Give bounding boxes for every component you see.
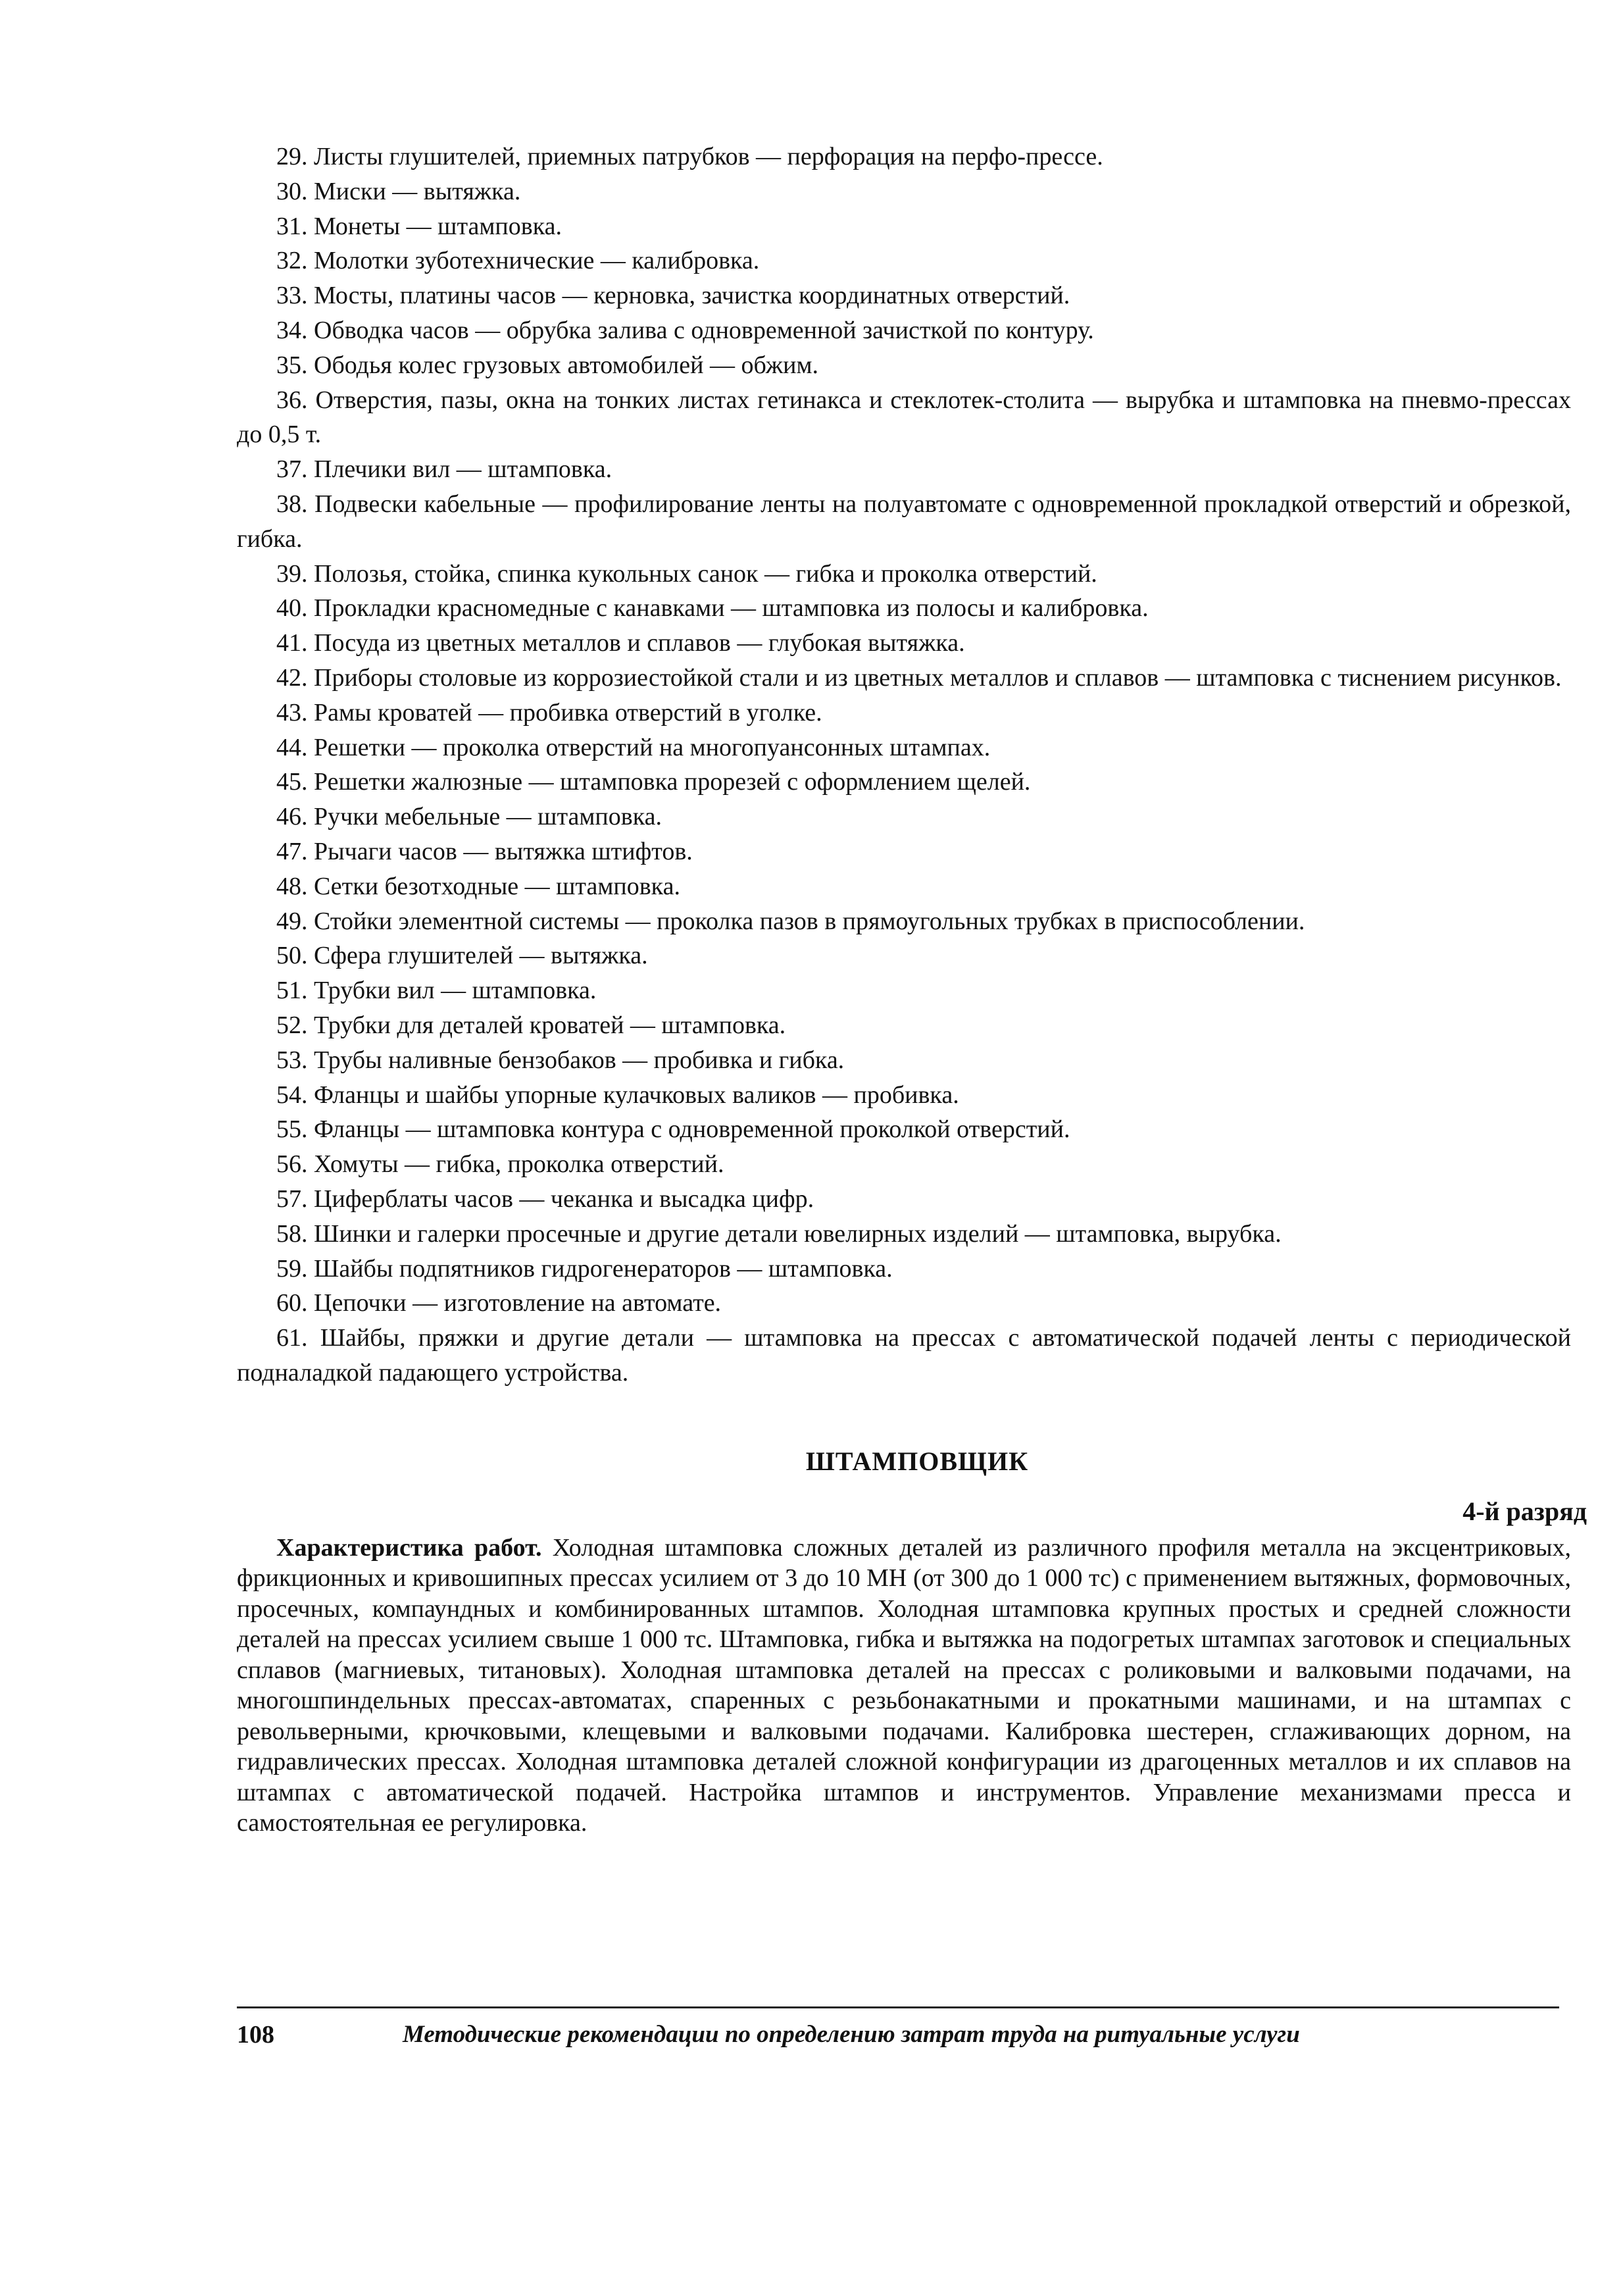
operations-list	[237, 140, 1571, 1390]
list-item-number: 41.	[276, 629, 308, 657]
list-item-number: 61.	[276, 1324, 308, 1352]
list-item-number: 38.	[276, 490, 308, 518]
list-item-text: Фланцы — штамповка контура с одновременной проколкой отверстий.	[314, 1115, 1070, 1144]
list-item-text: Ручки мебельные — штамповка.	[314, 803, 662, 831]
list-item	[237, 626, 1571, 661]
work-characteristic	[237, 1533, 1571, 1839]
list-item-text: Сфера глушителей — вытяжка.	[314, 942, 648, 970]
list-item-number: 40.	[276, 594, 308, 623]
list-item-number: 31.	[276, 212, 308, 240]
list-item-text: Мосты, платины часов — керновка, зачистка координатных отверстий.	[314, 282, 1070, 310]
list-item	[237, 209, 1571, 244]
list-item-number: 42.	[276, 663, 308, 692]
list-item-text: Шинки и галерки просечные и другие детали ювелирных изделий — штамповка, вырубка.	[314, 1219, 1282, 1248]
list-item-text: Шайбы подпятников гидрогенераторов — штамповка.	[314, 1254, 893, 1283]
list-item	[237, 1043, 1571, 1078]
list-item	[237, 243, 1571, 278]
list-item	[237, 973, 1571, 1008]
list-item-number: 30.	[276, 177, 308, 205]
list-item-text: Сетки безотходные — штамповка.	[314, 872, 680, 900]
list-item-text: Цепочки — изготовление на автомате.	[314, 1289, 722, 1317]
list-item-text: Отверстия, пазы, окна на тонких листах гетинакса и стеклотек-столита — вырубка и штамповка на пневмо-прессах до 0,5 т.	[237, 386, 1571, 449]
list-item-text: Листы глушителей, приемных патрубков — перфорация на перфо-прессе.	[314, 143, 1103, 170]
list-item	[237, 140, 1571, 174]
list-item-number: 48.	[276, 872, 308, 900]
list-item-number: 37.	[276, 455, 308, 484]
list-item	[237, 730, 1571, 765]
list-item-text: Фланцы и шайбы упорные кулачковых валиков — пробивка.	[314, 1081, 959, 1109]
grade-label: 4-й разряд	[1462, 1496, 1587, 1526]
list-item	[237, 661, 1571, 696]
list-item-number: 34.	[276, 316, 308, 344]
list-item	[237, 1147, 1571, 1182]
list-item-number: 36.	[276, 386, 308, 414]
list-item-text: Хомуты — гибка, проколка отверстий.	[314, 1150, 724, 1179]
list-item-number: 46.	[276, 803, 308, 831]
list-item	[237, 452, 1571, 487]
list-item-text: Трубки вил — штамповка.	[314, 977, 597, 1005]
list-item	[237, 1182, 1571, 1217]
list-item	[237, 1112, 1571, 1147]
list-item-text: Стойки элементной системы — проколка пазов в прямоугольных трубках в приспособлении.	[314, 907, 1305, 935]
list-item-number: 49.	[276, 907, 308, 935]
list-item-text: Рычаги часов — вытяжка штифтов.	[314, 837, 693, 865]
list-item-text: Шайбы, пряжки и другие детали — штамповка на прессах с автоматической подачей ленты с периодической подналадкой падающего устройства.	[237, 1324, 1571, 1387]
list-item-number: 35.	[276, 351, 308, 379]
list-item	[237, 834, 1571, 869]
list-item-number: 29.	[276, 143, 308, 170]
list-item	[237, 1286, 1571, 1321]
list-item-number: 53.	[276, 1046, 308, 1074]
list-item	[237, 1252, 1571, 1287]
list-item	[237, 1217, 1571, 1252]
list-item-number: 51.	[276, 977, 308, 1005]
list-item	[237, 696, 1571, 730]
list-item-text: Приборы столовые из коррозиестойкой стали и из цветных металлов и сплавов — штамповка с тиснением рисунков.	[314, 663, 1562, 692]
list-item-text: Прокладки красномедные с канавками — штамповка из полосы и калибровка.	[314, 594, 1149, 623]
list-item-number: 50.	[276, 942, 308, 970]
list-item	[237, 800, 1571, 834]
list-item-number: 57.	[276, 1185, 308, 1213]
list-item	[237, 383, 1571, 453]
characteristic-text: Холодная штамповка сложных деталей из различного профиля металла на эксцентриковых, фрикционных и кривошипных прессах усилием от 3 до 10 МН (от 300 до 1 000 тс) с применением вытяжных, формовочных, просечных, компаундных и комбинированных штампов. Холодная штамповка крупных простых и средней сложности деталей на прессах усилием свыше 1 000 тс. Штамповка, гибка и вытяжка на подогретых штампах заготовок и специальных сплавов (магниевых, титановых). Холодная штамповка деталей на прессах с роликовыми и валковыми подачами, на многошпиндельных прессах-автоматах, спаренных с резьбонакатными и прокатными машинами, и на штампах с револьверными, крючковыми, клещевыми и валковыми подачами. Калибровка шестерен, сглаживающих дорном, на гидравлических прессах. Холодная штамповка деталей сложной конфигурации из драгоценных металлов и их сплавов на штампах с автоматической подачей. Настройка штампов и инструментов. Управление механизмами пресса и самостоятельная ее регулировка.	[237, 1533, 1572, 1837]
list-item-text: Обводка часов — обрубка залива с одновременной зачисткой по контуру.	[314, 316, 1094, 344]
list-item-text: Плечики вил — штамповка.	[314, 455, 612, 484]
running-title: Методические рекомендации по определению затрат труда на ритуальные услуги	[403, 2021, 1300, 2048]
list-item-number: 45.	[276, 768, 308, 796]
page-number: 108	[237, 2021, 274, 2049]
list-item-number: 58.	[276, 1219, 308, 1248]
list-item	[237, 1321, 1571, 1390]
list-item	[237, 938, 1571, 973]
list-item	[237, 1078, 1571, 1113]
characteristic-lead: Характеристика работ.	[276, 1533, 542, 1562]
list-item-number: 55.	[276, 1115, 308, 1144]
list-item-text: Решетки — проколка отверстий на многопуансонных штампах.	[314, 733, 991, 761]
list-item	[237, 278, 1571, 313]
list-item-text: Решетки жалюзные — штамповка прорезей с оформлением щелей.	[314, 768, 1031, 796]
list-item-text: Полозья, стойка, спинка кукольных санок — гибка и проколка отверстий.	[314, 559, 1097, 588]
list-item-number: 33.	[276, 282, 308, 310]
list-item-text: Трубки для деталей кроватей — штамповка.	[314, 1011, 786, 1039]
list-item-text: Посуда из цветных металлов и сплавов — глубокая вытяжка.	[314, 629, 965, 657]
list-item-number: 43.	[276, 698, 308, 727]
list-item-text: Подвески кабельные — профилирование ленты на полуавтомате с одновременной прокладкой отверстий и обрезкой, гибка.	[237, 490, 1571, 553]
list-item-number: 60.	[276, 1289, 308, 1317]
list-item	[237, 557, 1571, 592]
list-item-number: 59.	[276, 1254, 308, 1283]
list-item-number: 47.	[276, 837, 308, 865]
list-item-number: 44.	[276, 733, 308, 761]
list-item-number: 39.	[276, 559, 308, 588]
list-item-text: Миски — вытяжка.	[314, 177, 521, 205]
list-item	[237, 348, 1571, 383]
list-item	[237, 591, 1571, 626]
page-footer	[237, 2006, 1559, 2053]
list-item	[237, 869, 1571, 904]
list-item-text: Циферблаты часов — чеканка и высадка цифр.	[314, 1185, 814, 1213]
list-item	[237, 904, 1571, 939]
page-content	[237, 140, 1587, 1839]
list-item	[237, 487, 1571, 557]
list-item-number: 32.	[276, 247, 308, 275]
list-item	[237, 174, 1571, 209]
list-item-text: Трубы наливные бензобаков — пробивка и гибка.	[314, 1046, 845, 1074]
list-item-number: 56.	[276, 1150, 308, 1179]
list-item-number: 52.	[276, 1011, 308, 1039]
list-item	[237, 765, 1571, 800]
list-item	[237, 1008, 1571, 1043]
list-item-text: Молотки зуботехнические — калибровка.	[314, 247, 760, 275]
list-item-text: Монеты — штамповка.	[314, 212, 562, 240]
list-item-number: 54.	[276, 1081, 308, 1109]
list-item-text: Ободья колес грузовых автомобилей — обжим.	[314, 351, 818, 379]
list-item	[237, 313, 1571, 348]
section-title: ШТАМПОВЩИК	[805, 1446, 1029, 1476]
list-item-text: Рамы кроватей — пробивка отверстий в уголке.	[314, 698, 822, 727]
